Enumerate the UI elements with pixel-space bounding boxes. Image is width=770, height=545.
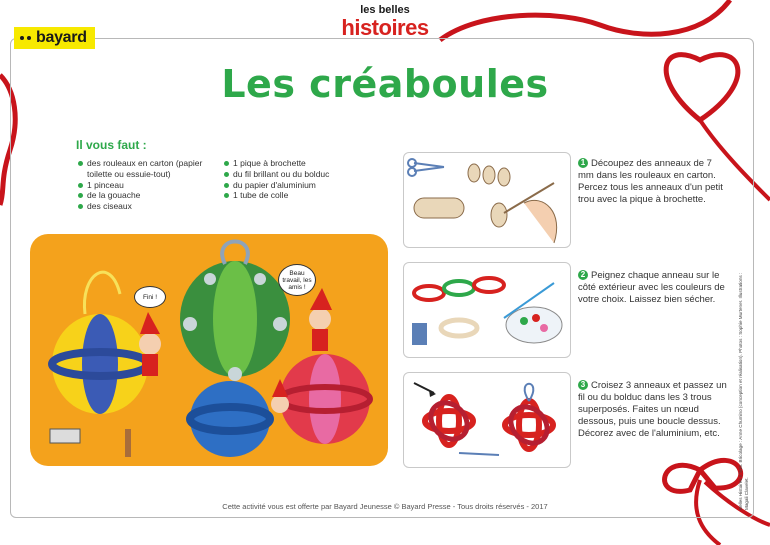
- step-1-text: [578, 158, 728, 206]
- footer: Cette activité vous est offerte par Bayard Jeunesse © Bayard Presse - Tous droits réservés - 2017: [222, 502, 548, 511]
- bauble-blue: [190, 381, 270, 457]
- brand-name: bayard: [36, 29, 87, 46]
- materials-list-1: [78, 158, 218, 212]
- magazine-main: histoires: [341, 15, 429, 40]
- speech-bubble-right: [278, 264, 316, 296]
- material-item: 1 pinceau: [78, 180, 218, 191]
- credits: [738, 270, 748, 510]
- speech-bubble-left-text: Fini !: [142, 293, 158, 301]
- magazine-top: les belles: [360, 4, 410, 16]
- paint-rings-drawing: [404, 263, 570, 357]
- material-item: de la gouache: [78, 190, 218, 201]
- elf-figure-right: [309, 288, 332, 351]
- material-item: 1 tube de colle: [224, 190, 354, 201]
- material-item: du papier d'aluminium: [224, 180, 354, 191]
- step-1-number: 1: [578, 158, 588, 168]
- logo-dots-icon: [20, 36, 31, 40]
- page-title: Les créaboules: [221, 62, 549, 106]
- step-3-text: [578, 380, 728, 440]
- speech-bubble-left: [134, 286, 166, 308]
- baubles-scene: [30, 234, 388, 466]
- bauble-green: [180, 242, 290, 382]
- step-2-image: [403, 262, 571, 358]
- step-1-description: Découpez des anneaux de 7 mm dans les rouleaux en carton. Percez tous les anneaux d'un petit trou avec la pique à brochette.: [578, 158, 723, 205]
- ribbon-top-right: [440, 0, 730, 40]
- material-item: des rouleaux en carton (papier toilette ou essuie-tout): [78, 158, 218, 180]
- main-illustration: [30, 234, 388, 466]
- assemble-bauble-drawing: [404, 373, 570, 467]
- cut-rings-drawing: [404, 153, 570, 247]
- magazine-logo: [320, 4, 450, 52]
- speech-bubble-right-text: Beau travail, les amis !: [282, 269, 312, 291]
- material-item: du fil brillant ou du bolduc: [224, 169, 354, 180]
- material-item: des ciseaux: [78, 201, 218, 212]
- bayard-logo: [14, 27, 95, 49]
- materials-list-2: [224, 158, 354, 201]
- step-2-text: [578, 270, 728, 306]
- paint-tools: [50, 429, 131, 457]
- step-3-description: Croisez 3 anneaux et passez un fil ou du bolduc dans les 3 trous superposés. Faites un nœud dessous, puis une boucle dessus. Décorez avec de l'aluminium, etc.: [578, 380, 727, 439]
- elf-figure-left: [139, 312, 161, 376]
- step-3-number: 3: [578, 380, 588, 390]
- step-2-number: 2: [578, 270, 588, 280]
- step-3-image: [403, 372, 571, 468]
- credits-text: Belles Histoires n°516. Bricolage : Anne Chumino (conception et réalisation). Photos : Sophie Murtener. Illustrations : Magali Clavelet.: [738, 272, 749, 510]
- bauble-red-pink: [280, 354, 370, 444]
- materials-heading: Il vous faut :: [76, 138, 147, 152]
- material-item: 1 pique à brochette: [224, 158, 354, 169]
- step-1-image: [403, 152, 571, 248]
- step-2-description: Peignez chaque anneau sur le côté extérieur avec les couleurs de votre choix. Laissez bien sécher.: [578, 270, 725, 305]
